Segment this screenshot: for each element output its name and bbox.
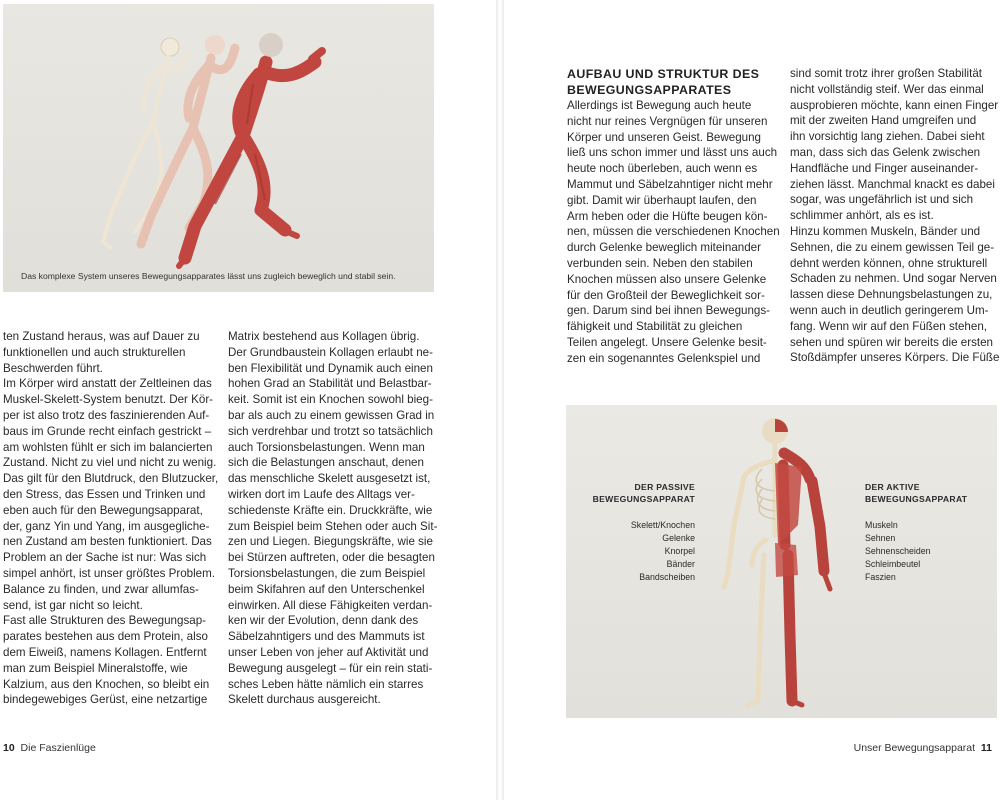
text-line: bindegewebiges Gerüst, eine netzartige xyxy=(3,693,208,707)
text-line: Muskel-Skelett-System benutzt. Der Kör- xyxy=(3,393,214,407)
text-line: Mammut und Säbelzahntiger nicht mehr xyxy=(567,177,773,191)
text-line: ben Flexibilität und Dynamik auch einen xyxy=(228,361,433,375)
text-line: auch Torsionsbelastungen. Wenn man xyxy=(228,440,425,454)
page-footer-right xyxy=(854,742,992,754)
text-line: Der Grundbaustein Kollagen erlaubt ne- xyxy=(228,345,433,359)
text-line: am wohlsten fühlt er sich im balancierten xyxy=(3,440,213,454)
text-line: Hinzu kommen Muskeln, Bänder und xyxy=(790,224,981,238)
active-apparatus-title xyxy=(865,481,967,505)
text-line: Knochen müssen also unsere Gelenke xyxy=(567,272,767,286)
text-column-3 xyxy=(567,98,780,367)
list-item: Sehnenscheiden xyxy=(865,546,931,556)
text-line: parates bestehen aus dem Protein, also xyxy=(3,630,208,644)
text-line: dem Eiweiß, namens Kollagen. Entfernt xyxy=(3,645,207,659)
text-line: nicht vollständig steif. Wer das einmal xyxy=(790,82,984,96)
text-line: für den Großteil der Beweglichkeit sor- xyxy=(567,288,765,302)
musculoskeletal-figure xyxy=(566,405,997,718)
list-item: Muskeln xyxy=(865,520,898,530)
text-line: das menschliche Skelett ausgesetzt ist, xyxy=(228,472,431,486)
text-line: zen ein sogenanntes Gelenkspiel und xyxy=(567,351,761,365)
text-line: bei Stürzen auftreten, oder die besagten xyxy=(228,551,435,565)
text-line: schlimmer anhört, als es ist. xyxy=(790,209,934,223)
text-line: sogar, was ungefährlich ist und sich xyxy=(790,193,974,207)
passive-apparatus-title xyxy=(593,481,695,505)
text-line: heute noch überleben, auch wenn es xyxy=(567,162,758,176)
text-line: sches Leben hätte nämlich ein starres xyxy=(228,677,424,691)
text-line: Beschwerden führt. xyxy=(3,361,103,375)
text-line: fang. Wenn wir auf den Füßen stehen, xyxy=(790,319,987,333)
text-line: sehen und spüren wir bereits die ersten xyxy=(790,335,994,349)
text-line: Problem an der Sache ist nur: Was sich xyxy=(3,551,207,565)
section-heading-line: BEWEGUNGSAPPARATES xyxy=(567,83,732,97)
text-line: Säbelzahntigers und des Mammuts ist xyxy=(228,630,425,644)
text-line: fähigkeit und Stabilität zu gleichen xyxy=(567,320,743,334)
text-line: Fast alle Strukturen des Bewegungsap- xyxy=(3,614,207,628)
text-line: Kalzium, aus den Knochen, so bleibt ein xyxy=(3,677,210,691)
text-line: keit. Somit ist ein Knochen sowohl bieg- xyxy=(228,393,433,407)
text-line: einwirken. All diese Fähigkeiten verdan- xyxy=(228,598,433,612)
text-line: sind somit trotz ihrer großen Stabilität xyxy=(790,67,983,80)
list-item: Sehnen xyxy=(865,533,896,543)
text-line: wenn auch in deutlich geringerem Um- xyxy=(790,303,989,317)
text-line: lassen diese Dehnungsbelastungen zu, xyxy=(790,288,993,302)
text-line: dehnt werden können, ohne strukturell xyxy=(790,256,988,270)
text-line: Balance zu finden, und zwar allumfas- xyxy=(3,582,199,596)
text-line: unser Leben von jeher auf Aktivität und xyxy=(228,645,429,659)
text-line: gibt. Damit wir überhaupt laufen, den xyxy=(567,193,757,207)
list-item: Faszien xyxy=(865,572,896,582)
text-line: funktionellen und auch strukturellen xyxy=(3,345,186,359)
text-line: hohen Grad an Stabilität und Belastbar- xyxy=(228,377,432,391)
text-line: verbunden sein. Neben den stabilen xyxy=(567,256,753,270)
text-line: send, ist gar nicht so leicht. xyxy=(3,598,143,612)
list-item: Bandscheiben xyxy=(639,572,695,582)
active-apparatus-list xyxy=(865,519,931,584)
text-line: sich die Belastungen anschaut, denen xyxy=(228,456,424,470)
text-line: mit der zweiten Hand umgreifen und xyxy=(790,114,977,128)
text-column-4 xyxy=(790,66,999,366)
text-line: Matrix bestehend aus Kollagen übrig. xyxy=(228,330,420,343)
text-line: man zum Beispiel Mineralstoffe, wie xyxy=(3,661,188,675)
text-line: nicht nur reines Vergnügen für unseren xyxy=(567,114,768,128)
text-line: Torsionsbelastungen, die zum Beispiel xyxy=(228,566,426,580)
text-line: ihn vorsichtig lang ziehen. Dabei sieht xyxy=(790,130,985,144)
text-line: gen. Darum sind bei ihnen Bewegungs- xyxy=(567,304,771,318)
text-line: simpel anhört, ist unser größtes Problem. xyxy=(3,566,215,580)
section-heading xyxy=(567,66,759,98)
text-line: ten Zustand heraus, was auf Dauer zu xyxy=(3,330,200,343)
text-line: sich verdrehbar und trotzt so tatsächlich xyxy=(228,424,433,438)
label-line: BEWEGUNGSAPPARAT xyxy=(592,494,695,504)
text-line: Im Körper wird anstatt der Zeltleinen das xyxy=(3,377,212,391)
text-line: ziehen lässt. Manchmal knackt es dabei xyxy=(790,177,995,191)
text-line: Handfläche und Finger auseinander- xyxy=(790,161,979,175)
text-line: ließ uns schon immer und lässt uns auch xyxy=(567,146,778,160)
text-line: ken wir der Evolution, denn dank des xyxy=(228,614,419,628)
text-line: beim Skifahren auf den Unterschenkel xyxy=(228,582,425,596)
text-line: schiedenste Kräfte ein. Druckkräfte, wie xyxy=(228,503,433,517)
text-line: Skelett durchaus ausgereicht. xyxy=(228,693,381,707)
text-line: Bewegung ausgelegt – für ein rein stati- xyxy=(228,661,433,675)
label-line: BEWEGUNGSAPPARAT xyxy=(865,494,968,504)
text-line: durch Gelenke beweglich miteinander xyxy=(567,241,761,255)
text-line: ausprobieren möchte, kann einen Finger xyxy=(790,98,999,112)
text-line: Teilen angelegt. Unsere Gelenke besit- xyxy=(567,335,767,349)
text-line: eben auch für den Bewegungsapparat, xyxy=(3,503,203,517)
text-line: nen Zustand am besten funktioniert. Das xyxy=(3,535,212,549)
list-item: Bänder xyxy=(666,559,695,569)
page-number: 10 xyxy=(3,742,15,754)
text-line: Allerdings ist Bewegung auch heute xyxy=(567,99,752,112)
text-line: der, ganz Yin und Yang, im ausgegliche- xyxy=(3,519,210,533)
text-line: Körper und unseren Geist. Bewegung xyxy=(567,130,761,144)
text-line: Stoßdämpfer unseres Körpers. Die Füße xyxy=(790,351,1000,365)
chapter-title: Unser Bewegungsapparat xyxy=(853,742,976,754)
text-line: Das gilt für den Blutdruck, den Blutzucker, xyxy=(3,472,219,486)
text-line: Arm heben oder die Hüfte beugen kön- xyxy=(567,209,768,223)
text-line: Schaden zu nehmen. Und sogar Nerven xyxy=(790,272,997,286)
text-line: man, dass sich das Gelenk zwischen xyxy=(790,145,981,159)
passive-apparatus-list xyxy=(631,519,695,584)
section-heading-line: AUFBAU UND STRUKTUR DES xyxy=(567,67,760,81)
list-item: Gelenke xyxy=(662,533,695,543)
figure-caption: Das komplexe System unseres Bewegungsapparates lässt uns zugleich beweglich und stabil sein. xyxy=(21,271,396,281)
book-title: Die Faszienlüge xyxy=(20,742,96,754)
text-line: bar als auch zu einem gewissen Grad in xyxy=(228,408,435,422)
text-line: Zustand. Nicht zu viel und nicht zu wenig. xyxy=(3,456,217,470)
text-line: Sehnen, die zu einem gewissen Teil ge- xyxy=(790,240,995,254)
list-item: Knorpel xyxy=(664,546,695,556)
text-line: nen, müssen die verschiedenen Knochen xyxy=(567,225,780,239)
label-line: DER PASSIVE xyxy=(634,482,695,492)
text-line: per ist also trotz des faszinierenden Auf- xyxy=(3,408,210,422)
text-line: baus im Grunde recht einfach gestrickt – xyxy=(3,424,212,438)
text-line: zum Beispiel beim Stehen oder auch Sit- xyxy=(228,519,438,533)
list-item: Skelett/Knochen xyxy=(630,520,695,530)
label-line: DER AKTIVE xyxy=(865,482,920,492)
page-number: 11 xyxy=(980,742,992,754)
text-line: wirken dort im Laufe des Alltags ver- xyxy=(228,487,415,501)
list-item: Schleimbeutel xyxy=(865,559,921,569)
text-line: den Stress, das Essen und Trinken und xyxy=(3,487,206,501)
text-line: zen und Liegen. Biegungskräfte, wie sie xyxy=(228,535,433,549)
